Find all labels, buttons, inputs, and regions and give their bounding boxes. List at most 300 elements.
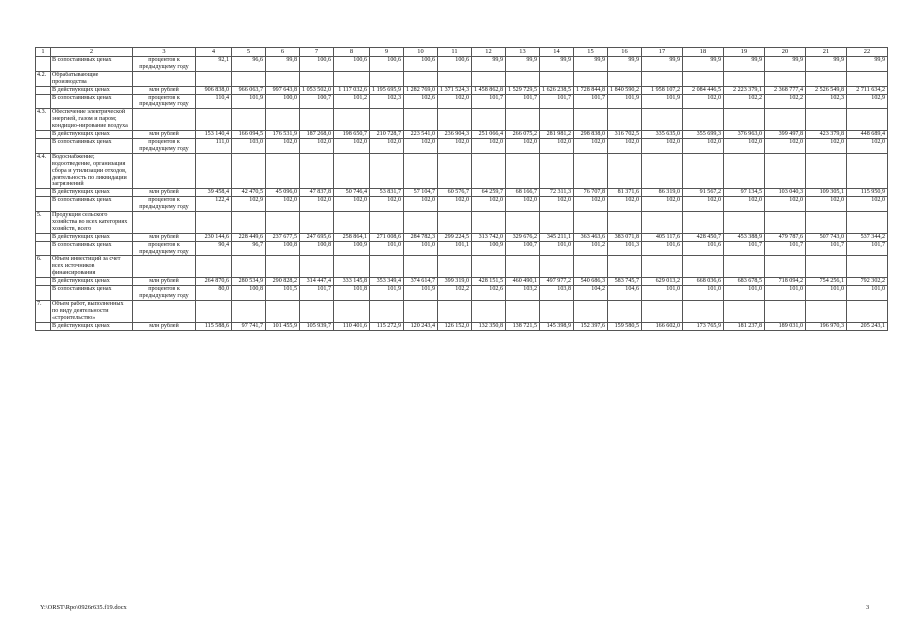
- value-cell: 101,0: [847, 286, 888, 301]
- value-cell: 145 398,9: [540, 322, 574, 330]
- empty-cell: [608, 300, 642, 322]
- row-number-cell: [36, 197, 51, 212]
- empty-cell: [196, 300, 232, 322]
- value-cell: 181 237,8: [724, 322, 765, 330]
- value-cell: 138 721,5: [506, 322, 540, 330]
- empty-cell: [574, 300, 608, 322]
- value-cell: 718 094,2: [765, 278, 806, 286]
- value-cell: 345 211,1: [540, 233, 574, 241]
- value-cell: 792 302,2: [847, 278, 888, 286]
- value-cell: 102,2: [438, 286, 472, 301]
- empty-cell: [765, 212, 806, 234]
- value-cell: 100,6: [370, 57, 404, 72]
- empty-cell: [806, 109, 847, 131]
- value-cell: 176 531,9: [266, 131, 300, 139]
- empty-cell: [683, 109, 724, 131]
- value-cell: 101,7: [574, 94, 608, 109]
- empty-cell: [806, 212, 847, 234]
- empty-cell: [847, 212, 888, 234]
- value-cell: 47 837,8: [300, 189, 334, 197]
- value-cell: 101,0: [683, 286, 724, 301]
- value-cell: 115 272,9: [370, 322, 404, 330]
- value-cell: 187 268,0: [300, 131, 334, 139]
- empty-cell: [683, 71, 724, 86]
- table-row: [36, 241, 888, 256]
- indicator-label: В сопоставимых ценах: [51, 286, 133, 301]
- value-cell: 428 450,7: [683, 233, 724, 241]
- value-cell: 60 576,7: [438, 189, 472, 197]
- column-header: 10: [404, 48, 438, 57]
- value-cell: 102,0: [847, 138, 888, 153]
- indicator-label: В действующих ценах: [51, 86, 133, 94]
- empty-cell: [506, 212, 540, 234]
- value-cell: 102,0: [300, 138, 334, 153]
- empty-cell: [438, 71, 472, 86]
- empty-cell: [472, 300, 506, 322]
- indicator-label: В сопоставимых ценах: [51, 241, 133, 256]
- value-cell: 266 075,2: [506, 131, 540, 139]
- column-header: 19: [724, 48, 765, 57]
- empty-cell: [300, 71, 334, 86]
- value-cell: 102,0: [370, 138, 404, 153]
- value-cell: 102,0: [574, 197, 608, 212]
- value-cell: 583 745,7: [608, 278, 642, 286]
- empty-cell: [334, 212, 370, 234]
- indicator-label: В сопоставимых ценах: [51, 138, 133, 153]
- value-cell: 102,0: [724, 197, 765, 212]
- empty-cell: [574, 71, 608, 86]
- empty-cell: [506, 153, 540, 189]
- value-cell: 76 707,8: [574, 189, 608, 197]
- section-title: Продукция сельского хозяйства во всех категориях хозяйств, всего: [51, 212, 133, 234]
- row-number-cell: [36, 131, 51, 139]
- empty-cell: [232, 71, 266, 86]
- value-cell: 102,0: [472, 138, 506, 153]
- value-cell: 102,0: [806, 197, 847, 212]
- empty-cell: [404, 256, 438, 278]
- value-cell: 298 838,0: [574, 131, 608, 139]
- value-cell: 102,0: [683, 138, 724, 153]
- value-cell: 1 117 032,6: [334, 86, 370, 94]
- value-cell: 236 904,3: [438, 131, 472, 139]
- section-number: 5.: [36, 212, 51, 234]
- value-cell: 316 702,5: [608, 131, 642, 139]
- value-cell: 102,0: [438, 94, 472, 109]
- value-cell: 102,0: [683, 197, 724, 212]
- value-cell: 100,6: [404, 57, 438, 72]
- value-cell: 102,0: [540, 197, 574, 212]
- empty-cell: [133, 109, 196, 131]
- empty-cell: [133, 256, 196, 278]
- value-cell: 152 397,6: [574, 322, 608, 330]
- empty-cell: [683, 256, 724, 278]
- empty-cell: [232, 256, 266, 278]
- column-header: 13: [506, 48, 540, 57]
- empty-cell: [806, 71, 847, 86]
- value-cell: 109 305,1: [806, 189, 847, 197]
- empty-cell: [683, 212, 724, 234]
- value-cell: 101,9: [608, 94, 642, 109]
- value-cell: 223 541,0: [404, 131, 438, 139]
- empty-cell: [765, 71, 806, 86]
- empty-cell: [806, 256, 847, 278]
- empty-cell: [232, 212, 266, 234]
- value-cell: 86 319,0: [642, 189, 683, 197]
- value-cell: 1 053 502,0: [300, 86, 334, 94]
- empty-cell: [847, 300, 888, 322]
- value-cell: 540 686,3: [574, 278, 608, 286]
- value-cell: 196 970,3: [806, 322, 847, 330]
- indicator-label: В действующих ценах: [51, 233, 133, 241]
- empty-cell: [642, 153, 683, 189]
- table-row: [36, 322, 888, 330]
- empty-cell: [266, 300, 300, 322]
- value-cell: 102,0: [438, 197, 472, 212]
- value-cell: 1 529 729,5: [506, 86, 540, 94]
- value-cell: 91 567,2: [683, 189, 724, 197]
- empty-cell: [266, 109, 300, 131]
- value-cell: 115 950,9: [847, 189, 888, 197]
- value-cell: 264 870,6: [196, 278, 232, 286]
- value-cell: 198 650,7: [334, 131, 370, 139]
- value-cell: 68 166,7: [506, 189, 540, 197]
- indicator-label: В действующих ценах: [51, 278, 133, 286]
- value-cell: 102,0: [765, 197, 806, 212]
- row-number-cell: [36, 322, 51, 330]
- indicator-label: В сопоставимых ценах: [51, 94, 133, 109]
- value-cell: 101,0: [404, 241, 438, 256]
- empty-cell: [438, 256, 472, 278]
- page-number: 3: [866, 604, 870, 611]
- value-cell: 376 963,0: [724, 131, 765, 139]
- unit-label: млн рублей: [133, 189, 196, 197]
- value-cell: 102,6: [404, 94, 438, 109]
- value-cell: 100,9: [334, 241, 370, 256]
- empty-cell: [334, 153, 370, 189]
- row-number-cell: [36, 57, 51, 72]
- value-cell: 754 256,1: [806, 278, 847, 286]
- indicator-label: В сопоставимых ценах: [51, 197, 133, 212]
- value-cell: 101,9: [642, 94, 683, 109]
- value-cell: 166 602,0: [642, 322, 683, 330]
- empty-cell: [683, 153, 724, 189]
- empty-cell: [608, 153, 642, 189]
- value-cell: 101,2: [574, 241, 608, 256]
- empty-cell: [806, 300, 847, 322]
- empty-cell: [574, 256, 608, 278]
- value-cell: 102,0: [724, 138, 765, 153]
- value-cell: 251 066,4: [472, 131, 506, 139]
- value-cell: 159 580,5: [608, 322, 642, 330]
- column-header: 5: [232, 48, 266, 57]
- empty-cell: [334, 300, 370, 322]
- empty-cell: [404, 300, 438, 322]
- value-cell: 72 311,3: [540, 189, 574, 197]
- indicator-label: В действующих ценах: [51, 131, 133, 139]
- empty-cell: [472, 153, 506, 189]
- value-cell: 1 458 862,8: [472, 86, 506, 94]
- column-header: 9: [370, 48, 404, 57]
- row-number-cell: [36, 241, 51, 256]
- empty-cell: [266, 212, 300, 234]
- value-cell: 103 040,3: [765, 189, 806, 197]
- value-cell: 271 008,6: [370, 233, 404, 241]
- row-number-cell: [36, 233, 51, 241]
- value-cell: 120 243,4: [404, 322, 438, 330]
- value-cell: 102,0: [765, 138, 806, 153]
- value-cell: 166 094,5: [232, 131, 266, 139]
- value-cell: 1 840 590,2: [608, 86, 642, 94]
- value-cell: 258 864,1: [334, 233, 370, 241]
- empty-cell: [540, 71, 574, 86]
- section-number: 4.3.: [36, 109, 51, 131]
- empty-cell: [642, 300, 683, 322]
- value-cell: 102,0: [472, 197, 506, 212]
- row-number-cell: [36, 189, 51, 197]
- value-cell: 102,6: [472, 286, 506, 301]
- empty-cell: [334, 71, 370, 86]
- value-cell: 2 526 549,8: [806, 86, 847, 94]
- empty-cell: [133, 153, 196, 189]
- empty-cell: [806, 153, 847, 189]
- empty-cell: [266, 256, 300, 278]
- value-cell: 97 741,7: [232, 322, 266, 330]
- value-cell: 104,2: [574, 286, 608, 301]
- value-cell: 100,9: [472, 241, 506, 256]
- empty-cell: [724, 256, 765, 278]
- empty-cell: [506, 300, 540, 322]
- value-cell: 453 388,9: [724, 233, 765, 241]
- table-row: [36, 138, 888, 153]
- value-cell: 101,0: [540, 241, 574, 256]
- value-cell: 102,0: [574, 138, 608, 153]
- empty-cell: [608, 109, 642, 131]
- empty-cell: [438, 212, 472, 234]
- value-cell: 355 699,3: [683, 131, 724, 139]
- value-cell: 100,8: [232, 286, 266, 301]
- empty-cell: [404, 212, 438, 234]
- value-cell: 374 614,7: [404, 278, 438, 286]
- value-cell: 45 096,0: [266, 189, 300, 197]
- section-row: [36, 71, 888, 86]
- table-row: [36, 94, 888, 109]
- empty-cell: [370, 300, 404, 322]
- value-cell: 102,0: [370, 197, 404, 212]
- value-cell: 101,7: [806, 241, 847, 256]
- value-cell: 173 765,9: [683, 322, 724, 330]
- empty-cell: [472, 212, 506, 234]
- value-cell: 100,7: [506, 241, 540, 256]
- empty-cell: [300, 212, 334, 234]
- value-cell: 230 144,6: [196, 233, 232, 241]
- value-cell: 363 463,6: [574, 233, 608, 241]
- value-cell: 96,7: [232, 241, 266, 256]
- footer-file-path: Y:\ORST\Rpo\0926r635.f19.docx: [40, 604, 127, 611]
- column-header: 21: [806, 48, 847, 57]
- value-cell: 189 031,0: [765, 322, 806, 330]
- column-header: 15: [574, 48, 608, 57]
- value-cell: 101,7: [765, 241, 806, 256]
- indicator-label: В сопоставимых ценах: [51, 57, 133, 72]
- value-cell: 64 259,7: [472, 189, 506, 197]
- table-row: [36, 197, 888, 212]
- value-cell: 333 145,8: [334, 278, 370, 286]
- value-cell: 42 470,5: [232, 189, 266, 197]
- column-header: 6: [266, 48, 300, 57]
- empty-cell: [765, 109, 806, 131]
- value-cell: 101,0: [370, 241, 404, 256]
- value-cell: 100,6: [334, 57, 370, 72]
- value-cell: 1 626 238,5: [540, 86, 574, 94]
- column-header: 22: [847, 48, 888, 57]
- value-cell: 99,9: [574, 57, 608, 72]
- value-cell: 102,0: [847, 197, 888, 212]
- empty-cell: [196, 153, 232, 189]
- value-cell: 228 449,6: [232, 233, 266, 241]
- value-cell: 101,0: [765, 286, 806, 301]
- section-row: [36, 300, 888, 322]
- section-title: Объем инвестиций за счет всех источников финансирования: [51, 256, 133, 278]
- empty-cell: [232, 300, 266, 322]
- section-number: 4.4.: [36, 153, 51, 189]
- value-cell: 284 782,3: [404, 233, 438, 241]
- empty-cell: [438, 153, 472, 189]
- row-number-cell: [36, 278, 51, 286]
- value-cell: 102,0: [642, 197, 683, 212]
- empty-cell: [370, 212, 404, 234]
- value-cell: 57 104,7: [404, 189, 438, 197]
- empty-cell: [404, 153, 438, 189]
- empty-cell: [724, 212, 765, 234]
- empty-cell: [574, 109, 608, 131]
- unit-label: млн рублей: [133, 86, 196, 94]
- empty-cell: [642, 256, 683, 278]
- value-cell: 2 084 446,5: [683, 86, 724, 94]
- empty-cell: [334, 109, 370, 131]
- empty-cell: [472, 256, 506, 278]
- empty-cell: [472, 109, 506, 131]
- value-cell: 53 831,7: [370, 189, 404, 197]
- value-cell: 90,4: [196, 241, 232, 256]
- unit-label: млн рублей: [133, 278, 196, 286]
- empty-cell: [847, 109, 888, 131]
- value-cell: 100,8: [300, 241, 334, 256]
- column-header: 8: [334, 48, 370, 57]
- empty-cell: [266, 71, 300, 86]
- value-cell: 99,9: [765, 57, 806, 72]
- empty-cell: [506, 256, 540, 278]
- unit-label: процентов к предыдущему году: [133, 197, 196, 212]
- section-row: [36, 153, 888, 189]
- unit-label: процентов к предыдущему году: [133, 286, 196, 301]
- value-cell: 629 013,2: [642, 278, 683, 286]
- value-cell: 101,9: [404, 286, 438, 301]
- value-cell: 99,8: [266, 57, 300, 72]
- value-cell: 966 063,7: [232, 86, 266, 94]
- value-cell: 210 728,7: [370, 131, 404, 139]
- value-cell: 101,7: [472, 94, 506, 109]
- value-cell: 683 678,5: [724, 278, 765, 286]
- header-row: [36, 48, 888, 57]
- value-cell: 102,0: [608, 197, 642, 212]
- value-cell: 1 728 844,8: [574, 86, 608, 94]
- empty-cell: [765, 256, 806, 278]
- value-cell: 102,2: [765, 94, 806, 109]
- unit-label: процентов к предыдущему году: [133, 94, 196, 109]
- empty-cell: [724, 300, 765, 322]
- value-cell: 99,9: [506, 57, 540, 72]
- empty-cell: [232, 109, 266, 131]
- value-cell: 102,0: [806, 138, 847, 153]
- value-cell: 102,2: [724, 94, 765, 109]
- value-cell: 126 152,0: [438, 322, 472, 330]
- value-cell: 102,3: [806, 94, 847, 109]
- empty-cell: [642, 212, 683, 234]
- value-cell: 101,7: [724, 241, 765, 256]
- empty-cell: [574, 212, 608, 234]
- value-cell: 497 977,2: [540, 278, 574, 286]
- empty-cell: [133, 212, 196, 234]
- value-cell: 448 689,4: [847, 131, 888, 139]
- value-cell: 99,9: [472, 57, 506, 72]
- value-cell: 101,9: [232, 94, 266, 109]
- empty-cell: [765, 153, 806, 189]
- empty-cell: [642, 71, 683, 86]
- value-cell: 405 117,6: [642, 233, 683, 241]
- table-row: [36, 278, 888, 286]
- value-cell: 102,0: [266, 138, 300, 153]
- table-row: [36, 57, 888, 72]
- empty-cell: [266, 153, 300, 189]
- row-number-cell: [36, 94, 51, 109]
- empty-cell: [370, 109, 404, 131]
- column-header: 11: [438, 48, 472, 57]
- table-row: [36, 131, 888, 139]
- empty-cell: [847, 71, 888, 86]
- value-cell: 102,0: [300, 197, 334, 212]
- value-cell: 537 344,2: [847, 233, 888, 241]
- empty-cell: [232, 153, 266, 189]
- value-cell: 479 787,6: [765, 233, 806, 241]
- empty-cell: [370, 256, 404, 278]
- value-cell: 99,9: [806, 57, 847, 72]
- value-cell: 101,0: [806, 286, 847, 301]
- column-header: 7: [300, 48, 334, 57]
- value-cell: 105 939,7: [300, 322, 334, 330]
- empty-cell: [472, 71, 506, 86]
- section-title: Объем работ, выполненных по виду деятельности «строительство»: [51, 300, 133, 322]
- value-cell: 102,0: [334, 138, 370, 153]
- value-cell: 80,0: [196, 286, 232, 301]
- value-cell: 460 490,1: [506, 278, 540, 286]
- empty-cell: [724, 71, 765, 86]
- value-cell: 97 134,5: [724, 189, 765, 197]
- value-cell: 101 455,9: [266, 322, 300, 330]
- value-cell: 100,0: [266, 94, 300, 109]
- value-cell: 102,9: [847, 94, 888, 109]
- value-cell: 102,0: [334, 197, 370, 212]
- value-cell: 115 588,6: [196, 322, 232, 330]
- empty-cell: [300, 153, 334, 189]
- value-cell: 100,6: [438, 57, 472, 72]
- unit-label: млн рублей: [133, 233, 196, 241]
- value-cell: 997 643,8: [266, 86, 300, 94]
- value-cell: 329 676,2: [506, 233, 540, 241]
- column-header: 16: [608, 48, 642, 57]
- value-cell: 102,3: [370, 94, 404, 109]
- empty-cell: [608, 256, 642, 278]
- value-cell: 102,0: [506, 138, 540, 153]
